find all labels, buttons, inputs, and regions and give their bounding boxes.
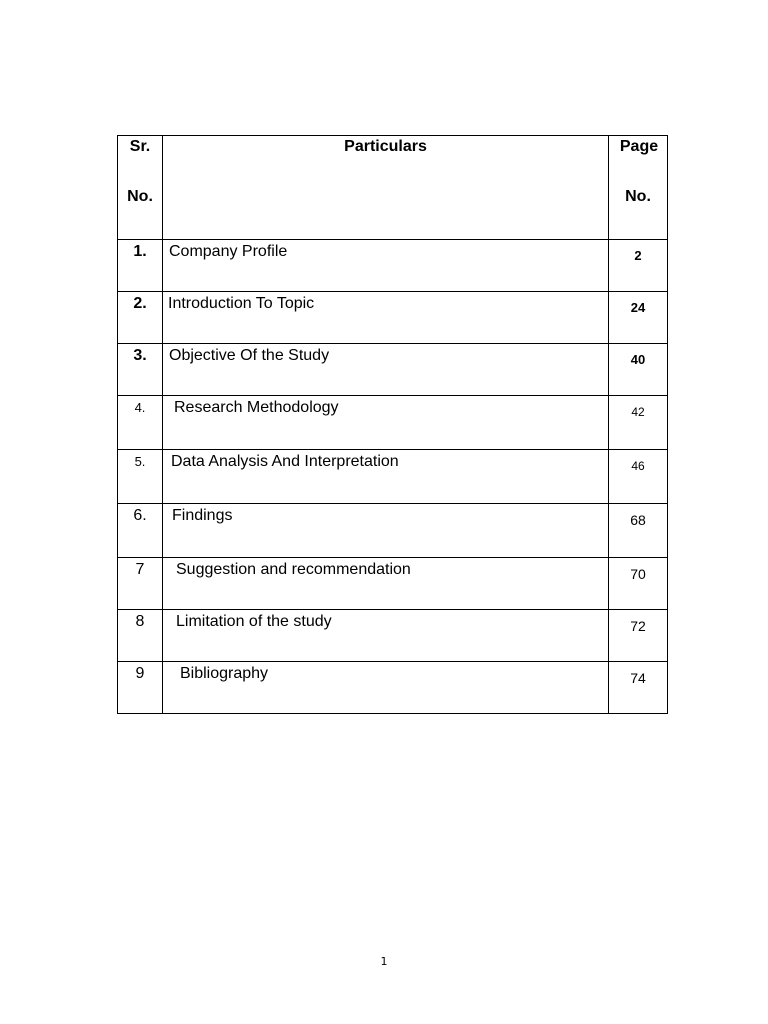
table-row — [118, 504, 668, 558]
header-no-label: No. — [127, 188, 153, 205]
table-row — [118, 610, 668, 662]
row-page-no: 42 — [609, 396, 668, 450]
header-particulars — [163, 136, 609, 240]
row-sr-no: 6. — [118, 504, 163, 558]
table-row — [118, 558, 668, 610]
row-particular: Bibliography — [163, 662, 609, 714]
row-sr-no: 5. — [118, 450, 163, 504]
row-sr-no: 8 — [118, 610, 163, 662]
row-particular: Objective Of the Study — [163, 344, 609, 396]
table-row — [118, 240, 668, 292]
header-sr-label: Sr. — [129, 138, 151, 155]
row-page-no: 2 — [609, 240, 668, 292]
row-particular: Limitation of the study — [163, 610, 609, 662]
table-row — [118, 450, 668, 504]
row-sr-no: 1. — [118, 240, 163, 292]
row-page-no: 40 — [609, 344, 668, 396]
table-of-contents — [117, 135, 668, 714]
table-row — [118, 344, 668, 396]
row-sr-no: 2. — [118, 292, 163, 344]
page-number: 1 — [380, 955, 388, 968]
row-particular: Research Methodology — [163, 396, 609, 450]
table-row — [118, 662, 668, 714]
row-page-no: 70 — [609, 558, 668, 610]
row-sr-no: 9 — [118, 662, 163, 714]
row-sr-no: 4. — [118, 396, 163, 450]
row-particular: Introduction To Topic — [163, 292, 609, 344]
row-particular: Suggestion and recommendation — [163, 558, 609, 610]
row-page-no: 74 — [609, 662, 668, 714]
header-page-no-label: No. — [625, 188, 651, 205]
row-sr-no: 3. — [118, 344, 163, 396]
header-page-label: Page — [619, 138, 659, 155]
row-page-no: 72 — [609, 610, 668, 662]
row-particular: Data Analysis And Interpretation — [163, 450, 609, 504]
table-row — [118, 292, 668, 344]
row-particular: Findings — [163, 504, 609, 558]
header-sr-no — [118, 136, 163, 240]
header-page-no — [609, 136, 668, 240]
row-page-no: 68 — [609, 504, 668, 558]
row-particular: Company Profile — [163, 240, 609, 292]
row-sr-no: 7 — [118, 558, 163, 610]
header-particulars-label: Particulars — [344, 138, 427, 155]
table-row — [118, 396, 668, 450]
table-header-row — [118, 136, 668, 240]
row-page-no: 24 — [609, 292, 668, 344]
row-page-no: 46 — [609, 450, 668, 504]
